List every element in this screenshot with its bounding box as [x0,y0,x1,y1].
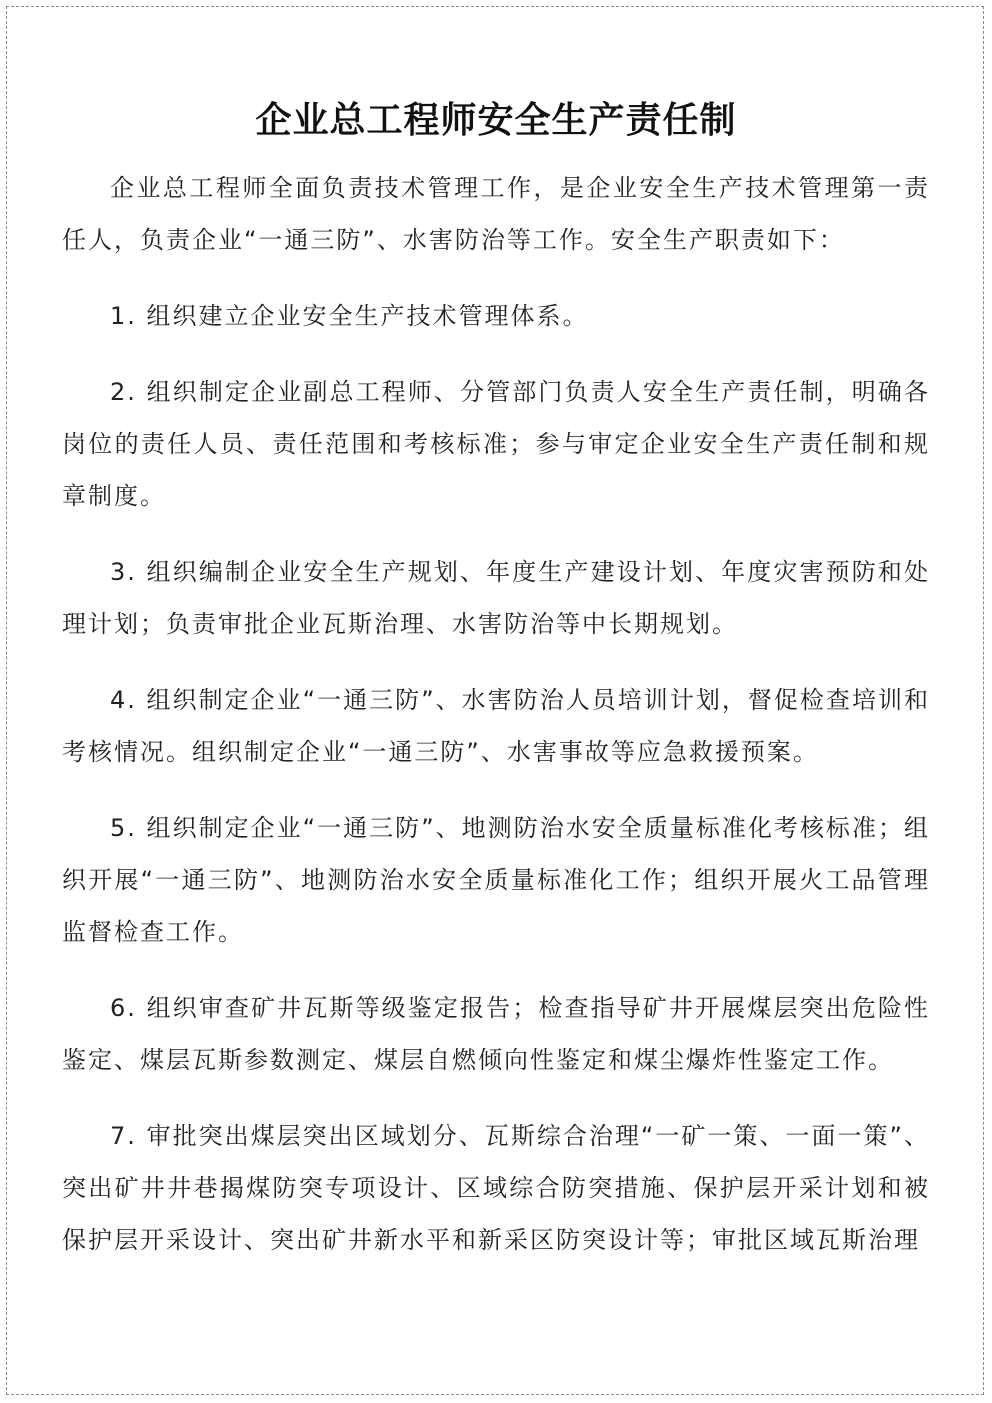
intro-paragraph: 企业总工程师全面负责技术管理工作，是企业安全生产技术管理第一责任人，负责企业“一通三防”、水害防治等工作。安全生产职责如下： [62,174,930,254]
duty-item-2: 2. 组织制定企业副总工程师、分管部门负责人安全生产责任制，明确各岗位的责任人员、责任范围和考核标准；参与审定企业安全生产责任制和规章制度。 [62,378,930,510]
duty-item-5: 5. 组织制定企业“一通三防”、地测防治水安全质量标准化考核标准；组织开展“一通三防”、地测防治水安全质量标准化工作；组织开展火工品管理监督检查工作。 [62,814,930,946]
document-title: 企业总工程师安全生产责任制 [255,99,737,142]
duty-item-7: 7. 审批突出煤层突出区域划分、瓦斯综合治理“一矿一策、一面一策”、突出矿井井巷揭煤防突专项设计、区域综合防突措施、保护层开采计划和被保护层开采设计、突出矿井新水平和新采区防突设计等；审批区域瓦斯治理 [62,1122,930,1254]
duty-item-3: 3. 组织编制企业安全生产规划、年度生产建设计划、年度灾害预防和处理计划；负责审批企业瓦斯治理、水害防治等中长期规划。 [62,558,930,638]
duty-item-6: 6. 组织审查矿井瓦斯等级鉴定报告；检查指导矿井开展煤层突出危险性鉴定、煤层瓦斯参数测定、煤层自燃倾向性鉴定和煤尘爆炸性鉴定工作。 [62,994,930,1074]
document-body [62,162,930,1290]
duty-item-4: 4. 组织制定企业“一通三防”、水害防治人员培训计划，督促检查培训和考核情况。组织制定企业“一通三防”、水害事故等应急救援预案。 [62,686,930,766]
duty-item-1: 1. 组织建立企业安全生产技术管理体系。 [110,302,589,330]
